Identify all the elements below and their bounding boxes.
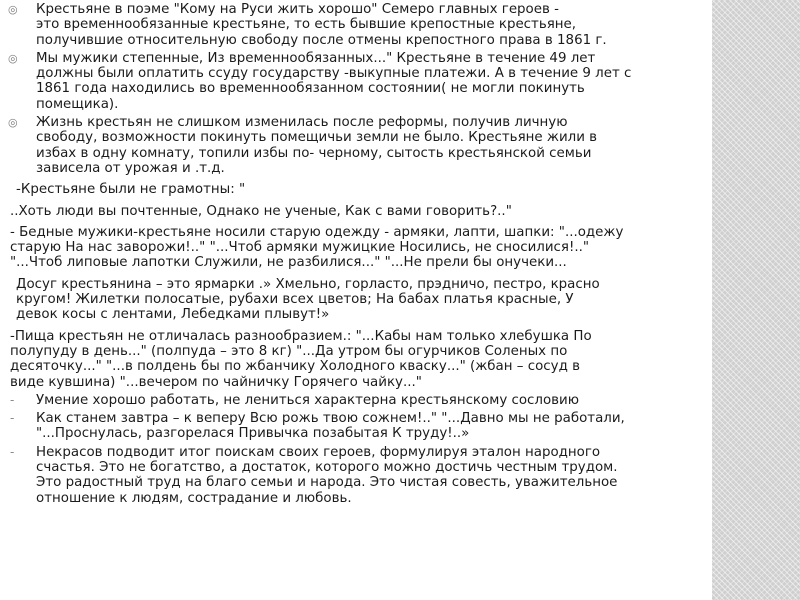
- target-bullet-icon: ◎: [8, 3, 18, 16]
- text-line: ..Хоть люди вы почтенные, Однако не ученые, Как с вами говорить?..": [10, 203, 512, 219]
- text-line: отношение к людям, сострадание и любовь.: [36, 490, 352, 506]
- text-line: -Крестьяне были не грамотны: ": [16, 182, 246, 198]
- bullet-item: [6, 445, 706, 506]
- text-line: "...Чтоб липовые лапотки Служили, не разбилися..." "...Не прели бы онучеки...: [10, 255, 567, 271]
- decorative-side-stripe: [712, 0, 800, 600]
- text-line: -Пища крестьян не отличалась разнообразием.: "...Кабы нам только хлебушка По: [10, 328, 592, 344]
- text-line: Некрасов подводит итог поискам своих героев, формулируя эталон народного: [36, 444, 601, 460]
- text-line: виде кувшина) "...вечером по чайничку Горячего чайку...": [10, 374, 422, 390]
- text-line: 1861 года находились во временнообязанном состоянии( не могли покинуть: [36, 81, 585, 97]
- text-line: - Бедные мужики-крестьяне носили старую одежду - армяки, лапти, шапки: "...одежу: [10, 224, 624, 240]
- text-line: "...Проснулась, разгорелася Привычка позабытая К труду!..»: [36, 426, 470, 442]
- bullet-item: [6, 51, 706, 112]
- text-line: Умение хорошо работать, не лениться характерна крестьянскому сословию: [36, 392, 580, 408]
- dash-bullet-icon: -: [10, 392, 15, 407]
- text-line: Это радостный труд на благо семьи и народа. Это чистая совесть, уважительное: [36, 475, 618, 491]
- text-paragraph: [6, 225, 706, 271]
- text-line: Жизнь крестьян не слишком изменилась после реформы, получив личную: [36, 115, 568, 131]
- slide-text: [6, 2, 706, 506]
- text-paragraph: [6, 182, 706, 197]
- text-line: кругом! Жилетки полосатые, рубахи всех цветов; На бабах платья красные, У: [16, 292, 574, 308]
- text-paragraph: [6, 329, 706, 390]
- bullet-item: [6, 2, 706, 48]
- text-line: должны были оплатить ссуду государству -выкупные платежи. А в течение 9 лет с: [36, 66, 632, 82]
- dash-bullet-icon: -: [10, 411, 15, 426]
- target-bullet-icon: ◎: [8, 51, 18, 65]
- text-line: десяточку..." "...в полдень бы по жбанчику Холодного кваску..." (жбан – сосуд в: [10, 359, 580, 375]
- text-line: избах в одну комнату, топили избы по- черному, сытость крестьянской семьи: [36, 145, 592, 161]
- bullet-item: [6, 115, 706, 176]
- text-line: полупуду в день..." (полпуда – это 8 кг) "...Да утром бы огурчиков Соленых по: [10, 343, 568, 359]
- target-bullet-icon: ◎: [8, 116, 18, 130]
- text-line: Мы мужики степенные, Из временнообязанных..." Крестьяне в течение 49 лет: [36, 50, 596, 66]
- text-line: свободу, возможности покинуть помещичьи земли не было. Крестьяне жили в: [36, 130, 598, 146]
- bullet-item: [6, 411, 706, 442]
- text-line: старую На нас заворожи!.." "...Чтоб армяки мужицкие Носились, не сносилися!..": [10, 240, 590, 256]
- text-paragraph: [6, 204, 706, 219]
- text-line: Досуг крестьянина – это ярмарки .» Хмельно, горласто, прэдничо, пестро, красно: [16, 276, 600, 292]
- text-line: счастья. Это не богатство, а достаток, которого можно достичь честным трудом.: [36, 460, 618, 476]
- text-line: девок косы с лентами, Лебедками плывут!»: [16, 307, 330, 323]
- text-line: Как станем завтра – к веперу Всю рожь твою сожнем!.." "...Давно мы не работали,: [36, 411, 625, 427]
- text-line: получившие относительную свободу после отмены крепостного права в 1861 г.: [36, 32, 607, 48]
- text-paragraph: [6, 277, 706, 323]
- bullet-item: [6, 393, 706, 408]
- text-line: это временнообязанные крестьяне, то есть бывшие крепостные крестьяне,: [36, 17, 577, 33]
- text-line: зависела от урожая и .т.д.: [36, 160, 225, 176]
- text-line: помещика).: [36, 96, 119, 112]
- dash-bullet-icon: -: [10, 444, 15, 459]
- text-line: Крестьяне в поэме "Кому на Руси жить хорошо" Семеро главных героев -: [36, 2, 559, 17]
